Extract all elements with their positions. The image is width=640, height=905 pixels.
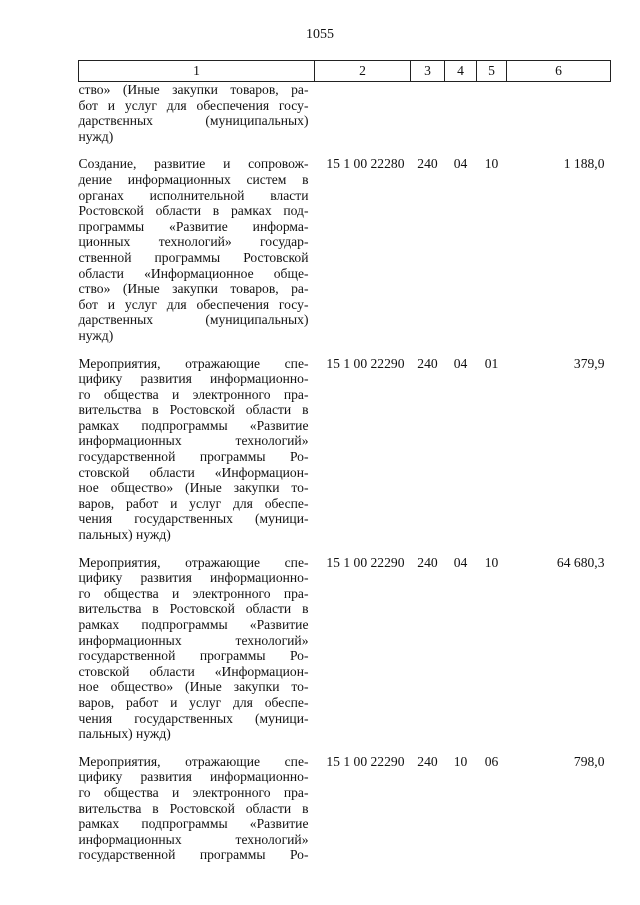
row-section: 04 xyxy=(453,156,468,172)
column-header-amount: 6 xyxy=(507,61,611,82)
row-section: 04 xyxy=(453,554,468,570)
description-line: вительства в Ростовской области в xyxy=(78,402,309,418)
description-line: дарствєнных (муниципальных) xyxy=(78,113,309,129)
description-line: Ростовской области в рамках под- xyxy=(78,203,309,219)
description-line: чения государственных (муници- xyxy=(78,710,309,726)
column-header-section: 4 xyxy=(445,61,477,82)
row-description xyxy=(79,356,315,555)
description-line: стовской области «Информацион- xyxy=(78,663,309,679)
column-header-code: 2 xyxy=(315,61,411,82)
row-amount: 64 680,3 xyxy=(556,554,605,570)
row-section: 04 xyxy=(453,355,468,371)
column-header-description: 1 xyxy=(79,61,315,82)
table-row xyxy=(79,555,611,754)
description-line: пальных) нужд) xyxy=(78,726,171,742)
description-line: нужд) xyxy=(78,128,114,144)
budget-table xyxy=(78,60,611,863)
table-header-row xyxy=(79,61,611,82)
description-line: государственной программы Ро- xyxy=(78,648,309,664)
row-subsection: 10 xyxy=(484,156,499,172)
row-code: 15 1 00 22290 xyxy=(326,554,405,570)
row-expense-type: 240 xyxy=(417,753,438,769)
description-line: го общества и электронного пра- xyxy=(78,386,309,402)
description-line: рамках подпрограммы «Развитие xyxy=(78,816,309,832)
description-line: информационных технологий» xyxy=(78,433,309,449)
description-line: рамках подпрограммы «Развитие xyxy=(78,417,309,433)
description-line: го общества и электронного пра- xyxy=(78,784,309,800)
description-line: Мероприятия, отражающие спе- xyxy=(78,554,309,570)
description-line: дарственных (муниципальных) xyxy=(78,312,309,328)
description-line: государственной программы Ро- xyxy=(78,847,309,863)
description-line: информационных технологий» xyxy=(78,632,309,648)
row-code: 15 1 00 22280 xyxy=(326,156,405,172)
row-description xyxy=(79,156,315,355)
description-line: информационных технологий» xyxy=(78,831,309,847)
row-amount: 1 188,0 xyxy=(563,156,605,172)
row-expense-type: 240 xyxy=(417,156,438,172)
row-description xyxy=(79,555,315,754)
description-line: го общества и электронного пра- xyxy=(78,585,309,601)
row-expense-type: 240 xyxy=(417,554,438,570)
description-line: варов, работ и услуг для обеспе- xyxy=(78,694,309,710)
page-number: 1055 xyxy=(306,27,334,42)
description-line: дение информационных систем в xyxy=(78,171,309,187)
description-line: Мероприятия, отражающие спе- xyxy=(78,753,309,769)
row-code: 15 1 00 22290 xyxy=(326,753,405,769)
description-line: программы «Развитие информа- xyxy=(78,218,309,234)
description-line: цифику развития информационно- xyxy=(78,371,309,387)
table-row-continuation xyxy=(79,82,611,157)
row-description xyxy=(79,82,315,157)
description-line: пальных) нужд) xyxy=(78,527,171,543)
description-line: органах исполнительной власти xyxy=(78,187,309,203)
description-line: ное общество» (Иные закупки то- xyxy=(78,480,309,496)
description-line: ственной программы Ростовской xyxy=(78,249,309,265)
column-header-expense-type: 3 xyxy=(411,61,445,82)
table-row xyxy=(79,356,611,555)
description-line: стовской области «Информацион- xyxy=(78,464,309,480)
description-line: государственной программы Ро- xyxy=(78,449,309,465)
description-line: ство» (Иные закупки товаров, ра- xyxy=(78,281,309,297)
description-line: ство» (Иные закупки товаров, ра- xyxy=(78,82,309,97)
description-line: области «Информационное обще- xyxy=(78,265,309,281)
description-line: вительства в Ростовской области в xyxy=(78,601,309,617)
description-line: ционных технологий» государ- xyxy=(78,234,309,250)
description-line: варов, работ и услуг для обеспе- xyxy=(78,495,309,511)
description-line: чения государственных (муници- xyxy=(78,511,309,527)
column-header-subsection: 5 xyxy=(477,61,507,82)
description-line: цифику развития информационно- xyxy=(78,769,309,785)
row-subsection: 01 xyxy=(484,355,499,371)
row-section: 10 xyxy=(453,753,468,769)
description-line: бот и услуг для обеспечения госу- xyxy=(78,296,309,312)
row-code: 15 1 00 22290 xyxy=(326,355,405,371)
description-line: рамках подпрограммы «Развитие xyxy=(78,617,309,632)
row-expense-type: 240 xyxy=(417,355,438,371)
row-subsection: 06 xyxy=(484,753,499,769)
row-description xyxy=(79,754,315,863)
row-amount: 379,9 xyxy=(573,355,605,371)
row-amount: 798,0 xyxy=(573,753,605,769)
description-line: нужд) xyxy=(78,327,114,343)
description-line: бот и услуг для обеспечения госу- xyxy=(78,97,309,113)
description-line: цифику развития информационно- xyxy=(78,570,309,586)
table-row xyxy=(79,754,611,863)
description-line: вительства в Ростовской области в xyxy=(78,800,309,816)
row-subsection: 10 xyxy=(484,554,499,570)
description-line: Создание, развитие и сопровож- xyxy=(78,156,309,172)
table-row xyxy=(79,156,611,355)
description-line: ное общество» (Иные закупки то- xyxy=(78,679,309,695)
description-line: Мероприятия, отражающие спе- xyxy=(78,355,309,371)
